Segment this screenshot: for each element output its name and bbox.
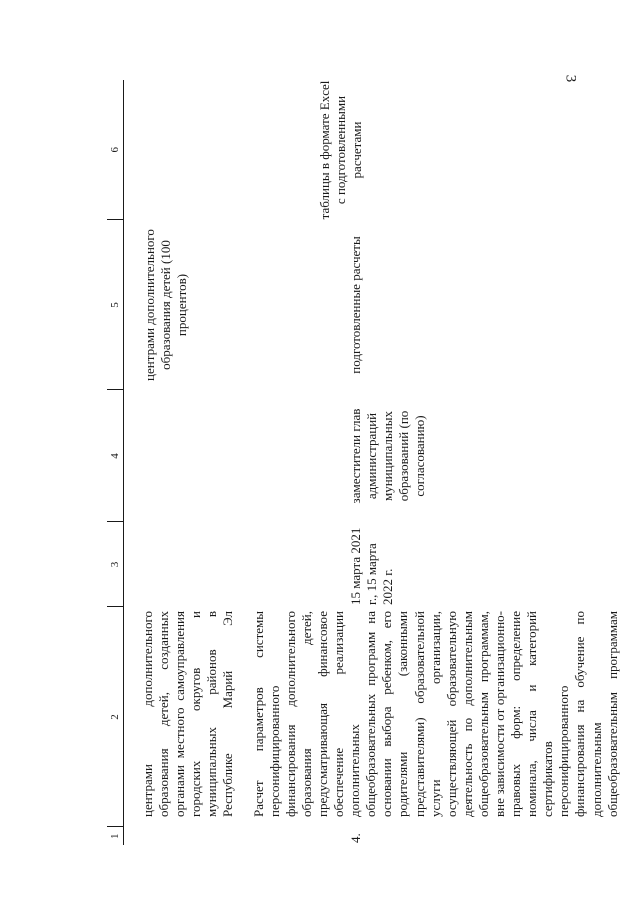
row1-document <box>124 80 237 220</box>
row1-deadline <box>124 522 237 607</box>
row1-result: центрами дополнительного образования детей (100 процентов) <box>142 229 190 381</box>
row1-number <box>124 827 237 845</box>
header-col-6: 6 <box>107 80 124 220</box>
plan-table <box>107 80 621 845</box>
row2-activity: Расчет параметров системы персонифицированного финансирования дополнительного образования детей, предусматривающая финансовое обеспечение реализации дополнительных общеобразовательных программ на основании выбора ребенком, его родителями (законными представителями) образовательной услуги организации, осуществляющей образовательную деятельность по дополнительным общеобразовательным программам, вне зависимости от организационно-правовых форм: определение номинала, числа и категорий сертификатов персонифицированного финансирования на обучение по дополнительным общеобразовательным программам <box>250 611 620 817</box>
header-col-5: 5 <box>107 220 124 390</box>
header-col-4: 4 <box>107 390 124 522</box>
header-col-2: 2 <box>107 607 124 827</box>
row2-document: таблицы в формате Excel с подготовленными расчетами <box>316 80 364 220</box>
row2-result: подготовленные расчеты <box>347 236 363 374</box>
row2-responsible: заместители глав администраций муниципальных образований (по согласованию) <box>347 408 427 504</box>
table-header-row <box>107 80 124 845</box>
table-row <box>124 80 237 845</box>
header-col-3: 3 <box>107 522 124 607</box>
rotated-table-wrapper <box>107 80 620 845</box>
table-row <box>237 80 621 845</box>
row2-number: 4. <box>347 833 363 843</box>
row1-activity: центрами дополнительного образования детей, созданных органами местного самоуправления городских округов и муниципальных районов в Республике Марий Эл <box>140 611 236 817</box>
page-number: 3 <box>562 74 579 83</box>
header-col-1: 1 <box>107 827 124 845</box>
row2-deadline: 15 марта 2021 г., 15 марта 2022 г. <box>347 527 395 605</box>
row1-responsible <box>124 390 237 522</box>
